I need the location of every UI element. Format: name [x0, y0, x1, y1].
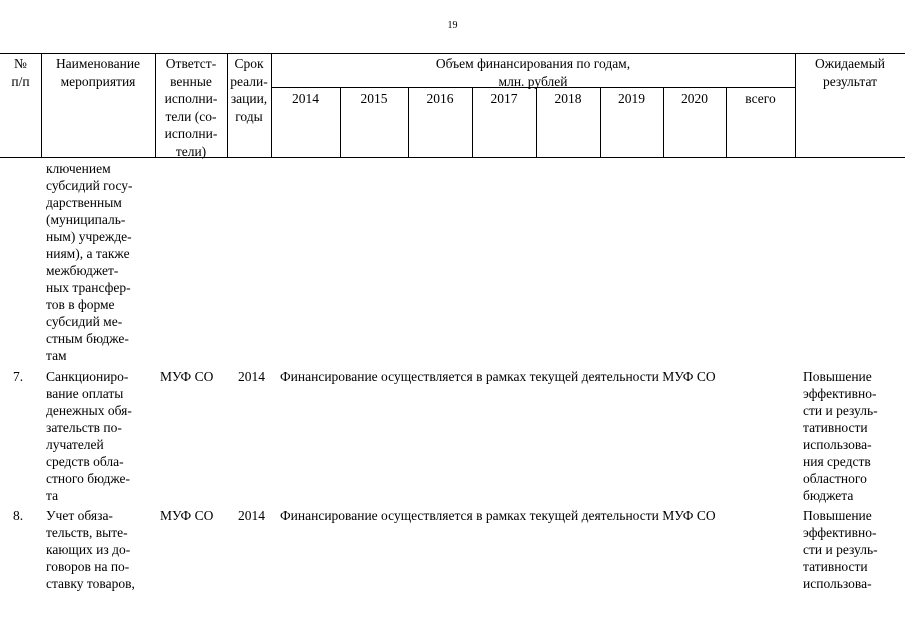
row-7-term: 2014 — [238, 369, 265, 384]
row-8-result: Повышение эффективно- сти и резуль- тативности использова- — [803, 508, 878, 591]
row-8-number: 8. — [13, 508, 24, 523]
row-7-responsible: МУФ СО — [160, 369, 214, 384]
header-term: Срок реали- зации, годы — [230, 56, 268, 124]
header-year: 2014 — [292, 91, 319, 106]
table-header — [0, 53, 905, 158]
header-result: Ожидаемый результат — [815, 56, 885, 89]
header-year-total: всего — [745, 91, 776, 106]
continuation-name: ключением субсидий госу- дарственным (муниципаль- ным) учрежде- ниям), а также межбюджет- ных трансфер- тов в форме субсидий ме- стным бюдже- там — [46, 161, 133, 363]
row-8-name: Учет обяза- тельств, выте- кающих из до- говоров на по- ставку товаров, — [46, 508, 135, 591]
header-num: № п/п — [11, 56, 30, 89]
row-7-name: Санкциониро- вание оплаты денежных обя- зательств по- лучателей средств обла- стного бюдже- та — [46, 369, 132, 503]
header-year: 2017 — [490, 91, 518, 106]
row-8-responsible: МУФ СО — [160, 508, 214, 523]
header-responsible: Ответст- венные исполни- тели (со- исполни- тели) — [164, 56, 218, 159]
row-8-financing: Финансирование осуществляется в рамках текущей деятельности МУФ СО — [280, 508, 716, 523]
header-name: Наименование мероприятия — [55, 56, 141, 89]
row-7-result: Повышение эффективно- сти и резуль- тативности использова- ния средств областного бюджета — [803, 369, 878, 503]
row-8-term: 2014 — [238, 508, 265, 523]
header-year: 2019 — [618, 91, 645, 106]
header-year: 2018 — [554, 91, 582, 106]
header-year: 2015 — [360, 91, 388, 106]
header-year: 2020 — [681, 91, 708, 106]
header-year: 2016 — [426, 91, 454, 106]
row-7-number: 7. — [13, 369, 24, 384]
row-7-financing: Финансирование осуществляется в рамках текущей деятельности МУФ СО — [280, 369, 716, 384]
header-financing: Объем финансирования по годам, млн. рублей — [435, 56, 631, 89]
page-number: 19 — [447, 20, 458, 31]
